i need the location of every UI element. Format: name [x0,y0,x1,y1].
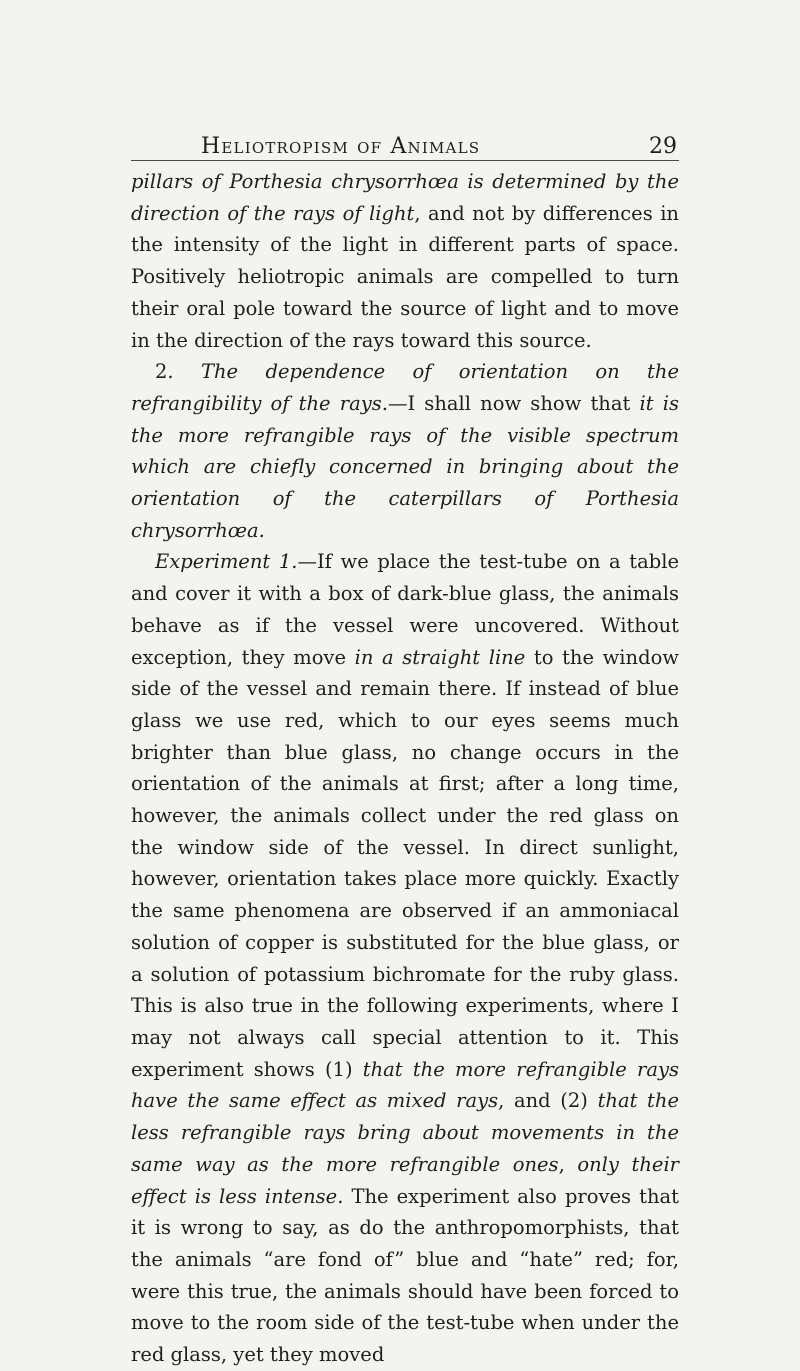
text-run: 2. [155,360,201,384]
paragraph-2 [131,356,679,546]
text-run: —I shall now show that [387,391,640,415]
text-run: The experiment also proves that it is wrong to say, as do the anthropomorphists, that the animals “are fond of” blue and “hate” red; for, were this true, the animals should have been forced to move to the room side of the test-tube when under the red glass, yet they moved [131,1184,679,1367]
text-run: , and (2) [498,1089,598,1113]
italic-text-run: it is the more refrangible rays of the visible spectrum which are chiefly concerned in bringing about the orientation of the caterpillars of Porthesia chrysorrhœa. [131,391,680,542]
italic-text-run: only their effect is less intense. [131,1152,680,1208]
text-run: , and not by differences in the intensity of the light in different parts of space. Positively heliotropic animals are compelled to turn their oral pole toward the source of light and to move in the direction of the rays toward this source. [131,201,679,352]
text-run: , [558,1152,578,1176]
italic-text-run: The dependence of orientation on the refrangibility of the rays. [131,360,679,415]
italic-text-run: pillars of Porthesia chrysorrhœa is determined by the direction of the rays of light [131,170,679,225]
italic-text-run: in a straight line [354,645,526,669]
italic-text-run: Experiment 1. [155,550,298,574]
body-text [131,166,679,1371]
text-run: to the window side of the vessel and remain there. If instead of blue glass we use red, which to our eyes seems much brighter than blue glass, no change occurs in the orientation of the animals at first; after a long time, however, the animals collect under the red glass on the window side of the vessel. In direct sunlight, however, orientation takes place more quickly. Exactly the same phenomena are observed if an ammoniacal solution of copper is substituted for the blue glass, or a solution of potassium bichromate for the ruby glass. This is also true in the following experiments, where I may not always call special attention to it. This experiment shows (1) [131,645,680,1081]
running-title: Heliotropism of Animals [201,134,481,159]
text-run: —If we place the test-tube on a table and cover it with a box of dark-blue glass, the animals behave as if the vessel were uncovered. Without exception, they move [131,550,680,669]
paragraph-3 [131,546,679,1370]
page-number: 29 [649,134,677,159]
page-header [131,134,679,161]
italic-text-run: that the less refrangible rays bring about movements in the same way as the more refrangible ones [131,1089,679,1176]
paragraph-1 [131,166,679,356]
italic-text-run: that the more refrangible rays have the same effect as mixed rays [131,1057,680,1113]
